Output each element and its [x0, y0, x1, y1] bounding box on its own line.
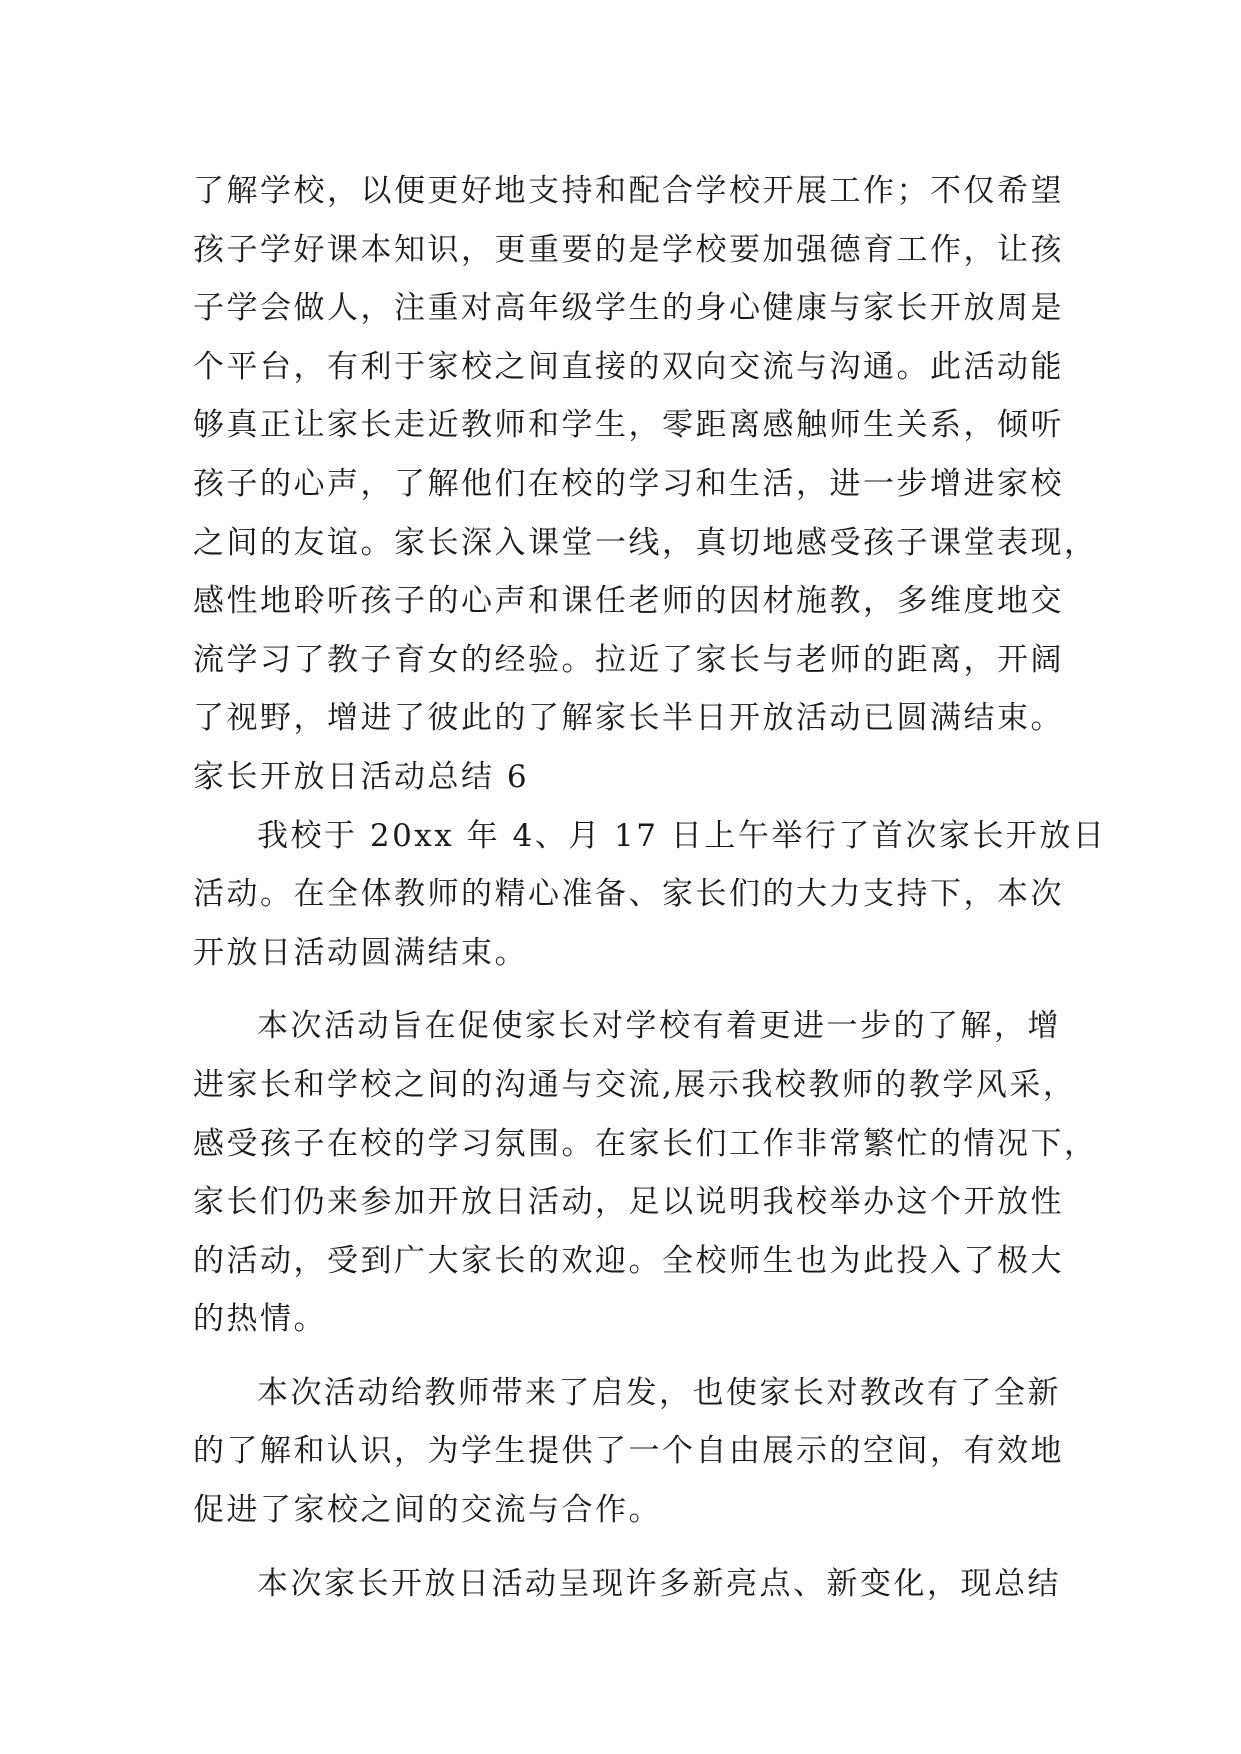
paragraph-gap: [193, 982, 1053, 997]
paragraph-first-line: 本次活动旨在促使家长对学校有着更进一步的了解，增: [257, 1008, 1061, 1045]
text-line: 促进了家校之间的交流与合作。: [193, 1492, 662, 1529]
paragraph-first-line: 我校于 20xx 年 4、月 17 日上午举行了首次家长开放日: [257, 817, 1107, 854]
paragraph-gap: [193, 1540, 1053, 1555]
text-line: 了解学校，以便更好地支持和配合学校开展工作；不仅希望: [193, 173, 1064, 209]
text-line: 个平台，有利于家校之间直接的双向交流与沟通。此活动能: [193, 348, 1064, 385]
text-line: 的活动，受到广大家长的欢迎。全校师生也为此投入了极大: [193, 1242, 1064, 1279]
text-line: 的热情。: [193, 1301, 327, 1338]
text-line: 的了解和认识，为学生提供了一个自由展示的空间，有效地: [193, 1433, 1064, 1470]
text-line: 感性地聆听孩子的心声和课任老师的因材施教，多维度地交: [193, 583, 1064, 620]
text-line: 开放日活动圆满结束。: [193, 934, 528, 971]
text-line: 之间的友谊。家长深入课堂一线，真切地感受孩子课堂表现，: [193, 524, 1098, 561]
paragraph-first-line: 本次家长开放日活动呈现许多新亮点、新变化，现总结: [257, 1565, 1061, 1602]
paragraph-first-line: 本次活动给教师带来了启发，也使家长对教改有了全新: [257, 1374, 1061, 1411]
text-line: 进家长和学校之间的沟通与交流,展示我校教师的教学风采，: [193, 1066, 1077, 1103]
text-line: 活动。在全体教师的精心准备、家长们的大力支持下，本次: [193, 876, 1064, 913]
text-line: 够真正让家长走近教师和学生，零距离感触师生关系，倾听: [193, 407, 1064, 444]
paragraph-gap: [193, 1349, 1053, 1364]
text-line: 子学会做人，注重对高年级学生的身心健康与家长开放周是: [193, 290, 1064, 327]
text-line: 流学习了教子育女的经验。拉近了家长与老师的距离，开阔: [193, 641, 1064, 678]
section-heading: 家长开放日活动总结 6: [193, 758, 530, 795]
text-line: 家长们仍来参加开放日活动，足以说明我校举办这个开放性: [193, 1184, 1064, 1221]
text-line: 了视野，增进了彼此的了解家长半日开放活动已圆满结束。: [193, 700, 1064, 737]
text-line: 孩子学好课本知识，更重要的是学校要加强德育工作，让孩: [193, 231, 1064, 268]
text-line: 感受孩子在校的学习氛围。在家长们工作非常繁忙的情况下，: [193, 1125, 1098, 1162]
text-line: 孩子的心声，了解他们在校的学习和生活，进一步增进家校: [193, 465, 1064, 502]
document-body: [193, 162, 1107, 1613]
